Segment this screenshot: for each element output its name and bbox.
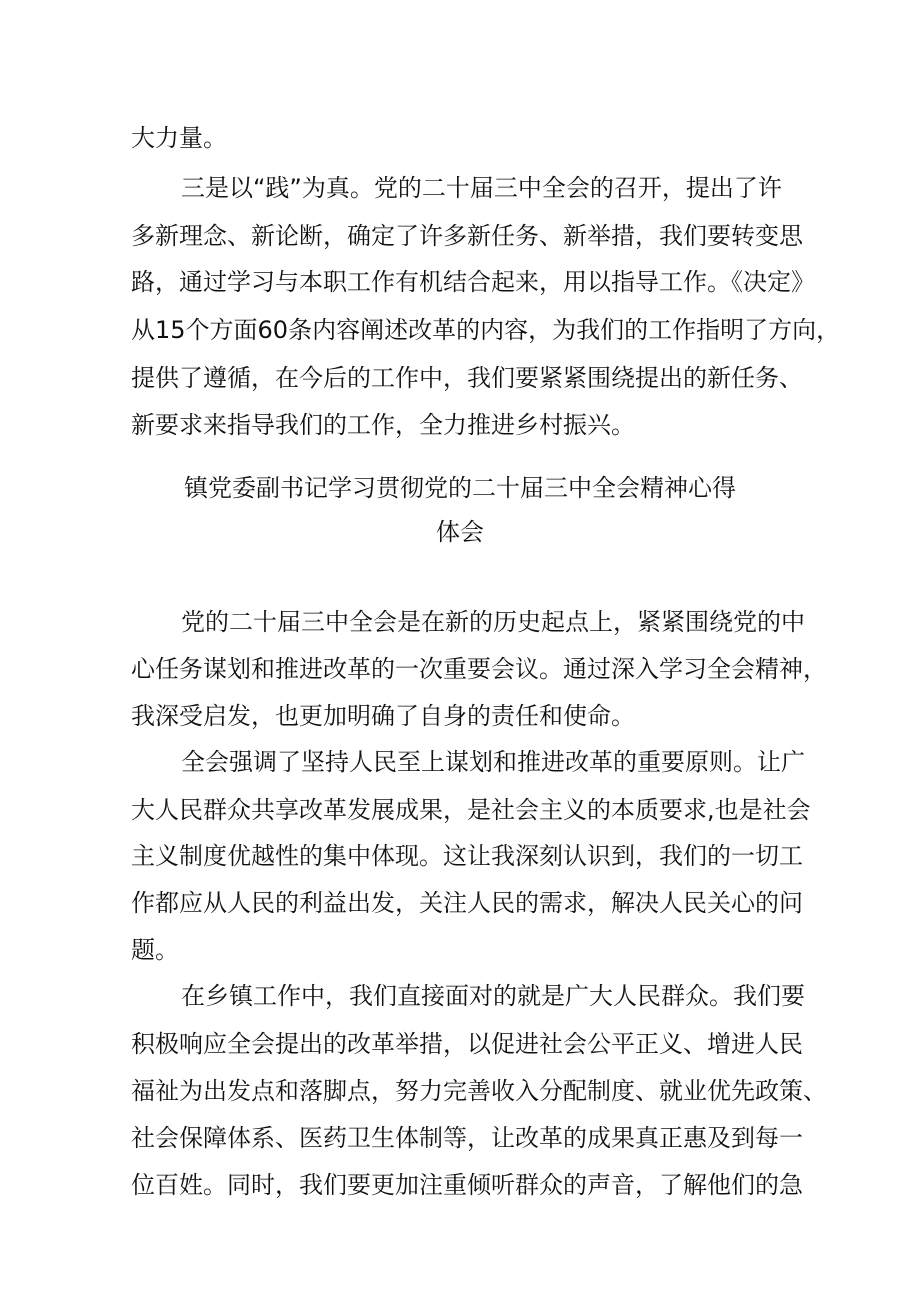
- text-line: 我深受启发，也更加明确了自身的责任和使命。: [131, 702, 635, 730]
- text-line: 社会保障体系、医药卫生体制等，让改革的成果真正惠及到每一: [131, 1124, 803, 1152]
- text-line: 提供了遵循，在今后的工作中，我们要紧紧围绕提出的新任务、: [131, 364, 803, 392]
- text-line: 多新理念、新论断，确定了许多新任务、新举措，我们要转变思: [131, 222, 803, 250]
- text-line: 作都应从人民的利益出发，关注人民的需求，解决人民关心的问: [131, 889, 803, 917]
- text-line: 三是以“践”为真。党的二十届三中全会的召开，提出了许: [181, 174, 782, 202]
- text-line: 路，通过学习与本职工作有机结合起来，用以指导工作。《决定》: [131, 268, 815, 296]
- text-line: 全会强调了坚持人民至上谋划和推进改革的重要原则。让广: [181, 748, 805, 776]
- text-line: 大人民群众共享改革发展成果，是社会主义的本质要求,也是社会: [131, 796, 811, 824]
- text-line: 大力量。: [131, 124, 227, 152]
- text-line: 积极响应全会提出的改革举措，以促进社会公平正义、增进人民: [131, 1030, 803, 1058]
- text-line: 从15个方面60条内容阐述改革的内容，为我们的工作指明了方向，: [131, 316, 841, 344]
- text-line: 新要求来指导我们的工作，全力推进乡村振兴。: [131, 411, 635, 439]
- heading-line-1: 镇党委副书记学习贯彻党的二十届三中全会精神心得: [184, 474, 736, 502]
- text-line: 福祉为出发点和落脚点，努力完善收入分配制度、就业优先政策、: [131, 1077, 827, 1105]
- text-line: 在乡镇工作中，我们直接面对的就是广大人民群众。我们要: [181, 982, 805, 1010]
- text-line: 主义制度优越性的集中体现。这让我深刻认识到，我们的一切工: [131, 842, 803, 870]
- text-line: 题。: [131, 936, 179, 964]
- text-line: 位百姓。同时，我们要更加注重倾听群众的声音，了解他们的急: [131, 1171, 803, 1199]
- text-line: 党的二十届三中全会是在新的历史起点上，紧紧围绕党的中: [181, 608, 805, 636]
- text-line: 心任务谋划和推进改革的一次重要会议。通过深入学习全会精神，: [131, 655, 827, 683]
- heading-line-2: 体会: [436, 518, 484, 546]
